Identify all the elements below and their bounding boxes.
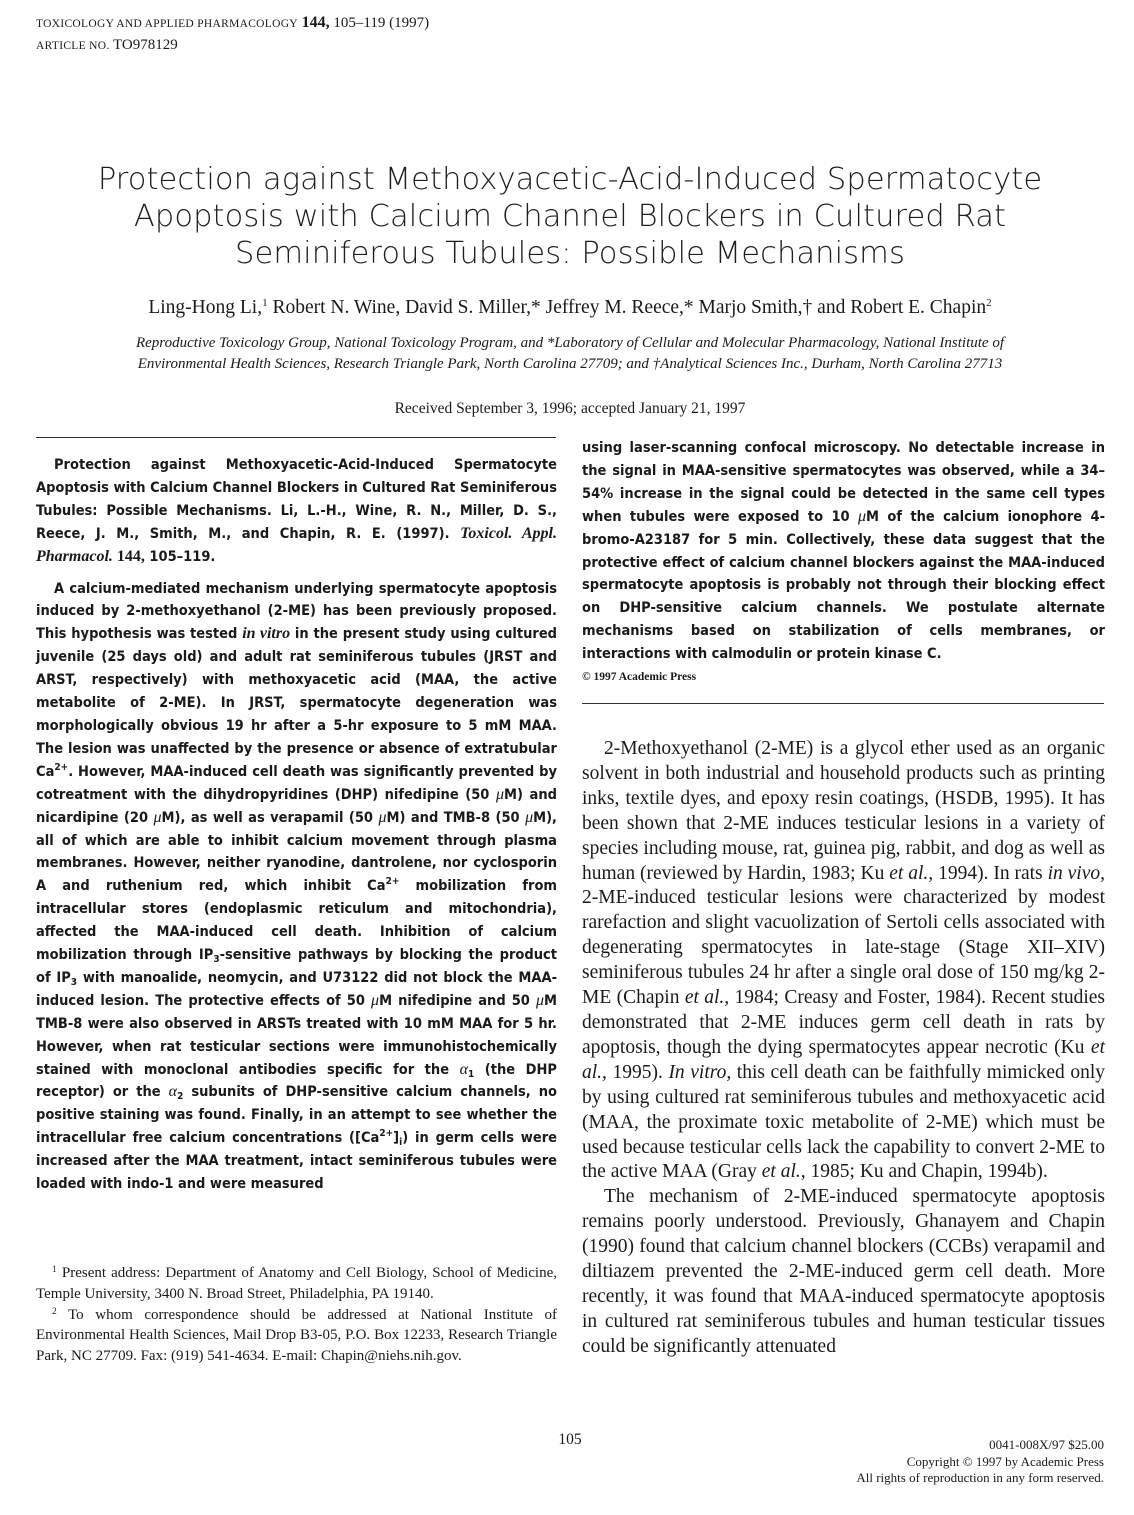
title-line: Apoptosis with Calcium Channel Blockers in Cultured Rat [133,199,1007,234]
abstract-paragraph [36,578,557,1196]
abstract-bottom-rule [582,703,1104,704]
citation-journal: Toxicol. Appl. Pharmacol. [36,524,557,565]
abstract-subscript: 2 [177,1091,184,1103]
footnote-1 [36,1263,557,1305]
abstract-text: (the DHP receptor) or the [36,1061,557,1101]
abstract-text: M TMB-8 were also observed in ARSTs treated with 10 mM MAA for 5 hr. However, when rat testicular sections were immunohistochemically stained with monoclonal antibodies specific for the [36,992,557,1078]
abstract-text: subunits of DHP-sensitive calcium channels, no positive staining was found. Finally, in an attempt to see whether the intracellular free calcium concentrations ([Ca [36,1084,557,1147]
article-number-line [36,35,429,57]
journal-pages-year: 105–119 (1997) [333,15,430,31]
alpha-symbol: α [168,1083,178,1101]
abstract-text: mobilization from intracellular stores (endoplasmic reticulum and mitochondria), affected the MAA-induced cell death. Inhibition of calcium mobilization through IP [36,878,558,964]
body-italic: et al., [582,1036,1105,1083]
mu-symbol: μ [153,808,162,826]
body-text-run: 1995). [606,1061,669,1083]
mu-symbol: μ [495,785,505,803]
footnote-mark: 2 [52,1306,57,1317]
abstract-superscript: 2+ [54,761,69,773]
body-text-run: 2-ME-induced testicular lesions were characterized by modest rarefaction and slight vacuolization of Sertoli cells associated with degenerating spermatocytes in late-stage (Stage XII–XIV) seminiferous tubules 24 hr after a single oral dose of 150 mg/kg 2-ME (Chapin [582,887,1105,1009]
author-list [0,295,1134,321]
abstract-text: . However, MAA-induced cell death was significantly prevented by cotreatment with the dihydropyridines (DHP) nifedipine (50 [36,763,557,803]
abstract-text: ) in germ cells were increased after the MAA treatment, intact seminiferous tubules were loaded with indo-1 and were measured [36,1130,557,1193]
author-footnote-mark: 1 [262,297,268,309]
abstract-subscript: 3 [213,954,220,966]
abstract-paragraph-continued [582,437,1105,666]
body-text-run: 2-Methoxyethanol (2-ME) is a glycol ether used as an organic solvent in both industrial and household products such as printing inks, textile dyes, and epoxy resin coatings, (HSDB, 1995). It has been shown that 2-ME induces testicular lesions in a variety of species including mouse, rat, guinea pig, rabbit, and dog as well as human (reviewed by Hardin, 1983; Ku [582,738,1105,884]
body-text-run: this cell death can be faithfully mimicked only by using cultured rat seminiferous tubules and methoxyacetic acid (MAA, the proximate toxic metabolite of 2-ME) which must be used because testicular cells lack the capability to convert 2-ME to the active MAA (Gray [582,1061,1105,1183]
footnotes [36,1263,557,1367]
abstract-text: ] [393,1130,400,1147]
footnote-mark: 1 [52,1265,57,1275]
page-number: 105 [558,1431,582,1448]
abstract-text: with manoalide, neomycin, and U73122 did not block the MAA-induced lesion. The protective effects of 50 [36,969,557,1009]
publisher-imprint [856,1437,1104,1487]
article-label: ARTICLE NO. [36,40,110,52]
mu-symbol: μ [371,991,380,1009]
body-text [582,737,1105,1360]
abstract-text: M nifedipine and 50 [379,992,536,1009]
body-italic: et al., [684,987,730,1009]
alpha-symbol: α [459,1060,468,1078]
body-italic: et al., [761,1161,806,1183]
abstract-text: A calcium-mediated mechanism underlying spermatocyte apoptosis induced by 2-methoxyethanol (2-ME) has been previously proposed. This hypothesis was tested [36,580,557,643]
abstract-text: M), all of which are able to inhibit calcium movement through plasma membranes. However, neither ryanodine, dantrolene, nor cyclosporin A and ruthenium red, which inhibit Ca [36,809,557,895]
journal-header [36,12,429,57]
abstract-top-rule [36,437,556,438]
author-footnote-mark: 2 [986,297,992,309]
affiliation [40,333,1100,374]
abstract-text: M), as well as verapamil (50 [161,809,379,826]
affiliation-line: Environmental Health Sciences, Research Triangle Park, North Carolina 27709; and †Analytical Sciences Inc., Durham, North Carolina 27713 [137,355,1003,372]
abstract-subscript: 1 [468,1068,475,1080]
abstract-text: M) and nicardipine (20 [36,786,557,826]
abstract-superscript: 2+ [379,1128,394,1140]
abstract-left-column [36,454,557,1196]
abstract-text: M) and TMB-8 (50 [386,809,526,826]
author-rest: Robert N. Wine, David S. Miller,* Jeffrey M. Reece,* Marjo Smith,† and Robert E. Chapin [267,297,987,318]
footnote-2 [36,1305,557,1367]
abstract-copyright: © 1997 Academic Press [582,671,697,684]
body-text-run: 1985; Ku and Chapin, 1994b). [805,1161,1048,1183]
footnote-text: Present address: Department of Anatomy and Cell Biology, School of Medicine, Temple University, 3400 N. Broad Street, Philadelphia, PA 19140. [36,1265,557,1302]
author-first: Ling-Hong Li, [148,297,263,318]
imprint-copyright: Copyright © 1997 by Academic Press [906,1453,1104,1469]
body-paragraph [582,737,1105,1185]
body-italic: in vivo, [1047,862,1105,884]
abstract-subscript: i [399,1137,403,1149]
article-number: TO978129 [113,37,178,53]
abstract-subscript: 3 [70,976,78,988]
abstract-citation [36,454,557,569]
mu-symbol: μ [857,507,867,525]
body-text-run: 1984; Creasy and Foster, 1984). Recent studies demonstrated that 2-ME induces germ cell death in rats by apoptosis, though the dying spermatocytes appear necrotic (Ku [582,987,1105,1058]
issn-price: 0041-008X/97 $25.00 [989,1437,1104,1452]
mu-symbol: μ [378,808,387,826]
body-italic: In vitro, [668,1061,732,1083]
title-line: Protection against Methoxyacetic-Acid-Induced Spermatocyte [97,162,1043,197]
abstract-text: M of the calcium ionophore 4-bromo-A23187 for 5 min. Collectively, these data suggest that the protective effect of calcium channel blockers against the MAA-induced spermatocyte apoptosis is probably not through their blocking effect on DHP-sensitive calcium channels. We postulate alternate mechanisms based on stabilization of cells membranes, or interactions with calmodulin or protein kinase C. [582,508,1105,663]
body-paragraph: The mechanism of 2-ME-induced spermatocyte apoptosis remains poorly understood. Previously, Ghanayem and Chapin (1990) found that calcium channel blockers (CCBs) verapamil and diltiazem prevented the 2-ME-induced germ cell death. More recently, it was found that MAA-induced spermatocyte apoptosis in cultured rat seminiferous tubules and human testicular tissues could be significantly attenuated [582,1186,1105,1357]
abstract-right-column [582,437,1105,689]
journal-volume: 144, [301,14,330,31]
citation-text: Protection against Methoxyacetic-Acid-Induced Spermatocyte Apoptosis with Calcium Channel Blockers in Cultured Rat Seminiferous Tubules: Possible Mechanisms. Li, L.-H., Wine, R. N., Miller, D. S., Reece, J. M., Smith, M., and Chapin, R. E. (1997). [36,457,557,542]
journal-name: TOXICOLOGY AND APPLIED PHARMACOLOGY [36,18,298,30]
abstract-text: -sensitive pathways by blocking the product of IP [36,947,557,986]
received-dates: Received September 3, 1996; accepted January 21, 1997 [394,400,746,417]
title-line: Seminiferous Tubules: Possible Mechanisms [235,236,905,271]
imprint-rights: All rights of reproduction in any form reserved. [856,1470,1104,1485]
abstract-text: in the present study using cultured juvenile (25 days old) and adult rat seminiferous tubules (JRST and ARST, respectively) with methoxyacetic acid (MAA, the active metabolite of 2-ME). In JRST, spermatocyte degeneration was morphologically obvious 19 hr after a 5-hr exposure to 5 mM MAA. The lesion was unaffected by the presence or absence of extratubular Ca [36,626,558,780]
abstract-italic: in vitro [242,625,291,643]
body-text-run: 1994). In rats [933,862,1048,884]
paper-title [60,161,1080,272]
affiliation-line: Reproductive Toxicology Group, National Toxicology Program, and *Laboratory of Cellular and Molecular Pharmacology, National Institute of [135,335,1004,351]
footnote-text: To whom correspondence should be addressed at National Institute of Environmental Health Sciences, Mail Drop B3-05, P.O. Box 12233, Research Triangle Park, NC 27709. Fax: (919) 541-4634. E-mail: Chapin@niehs.nih.gov. [36,1306,557,1365]
abstract-superscript: 2+ [385,876,400,888]
body-italic: et al., [889,862,934,884]
mu-symbol: μ [525,808,534,826]
abstract-text: using laser-scanning confocal microscopy. No detectable increase in the signal in MAA-sensitive spermatocytes was observed, while a 34–54% increase in the signal could be detected in the same cell types when tubules were exposed to 10 [582,440,1105,525]
mu-symbol: μ [535,991,544,1009]
journal-citation-line [36,12,429,35]
citation-pages: 105–119. [144,548,216,565]
citation-volume: 144, [112,547,145,565]
